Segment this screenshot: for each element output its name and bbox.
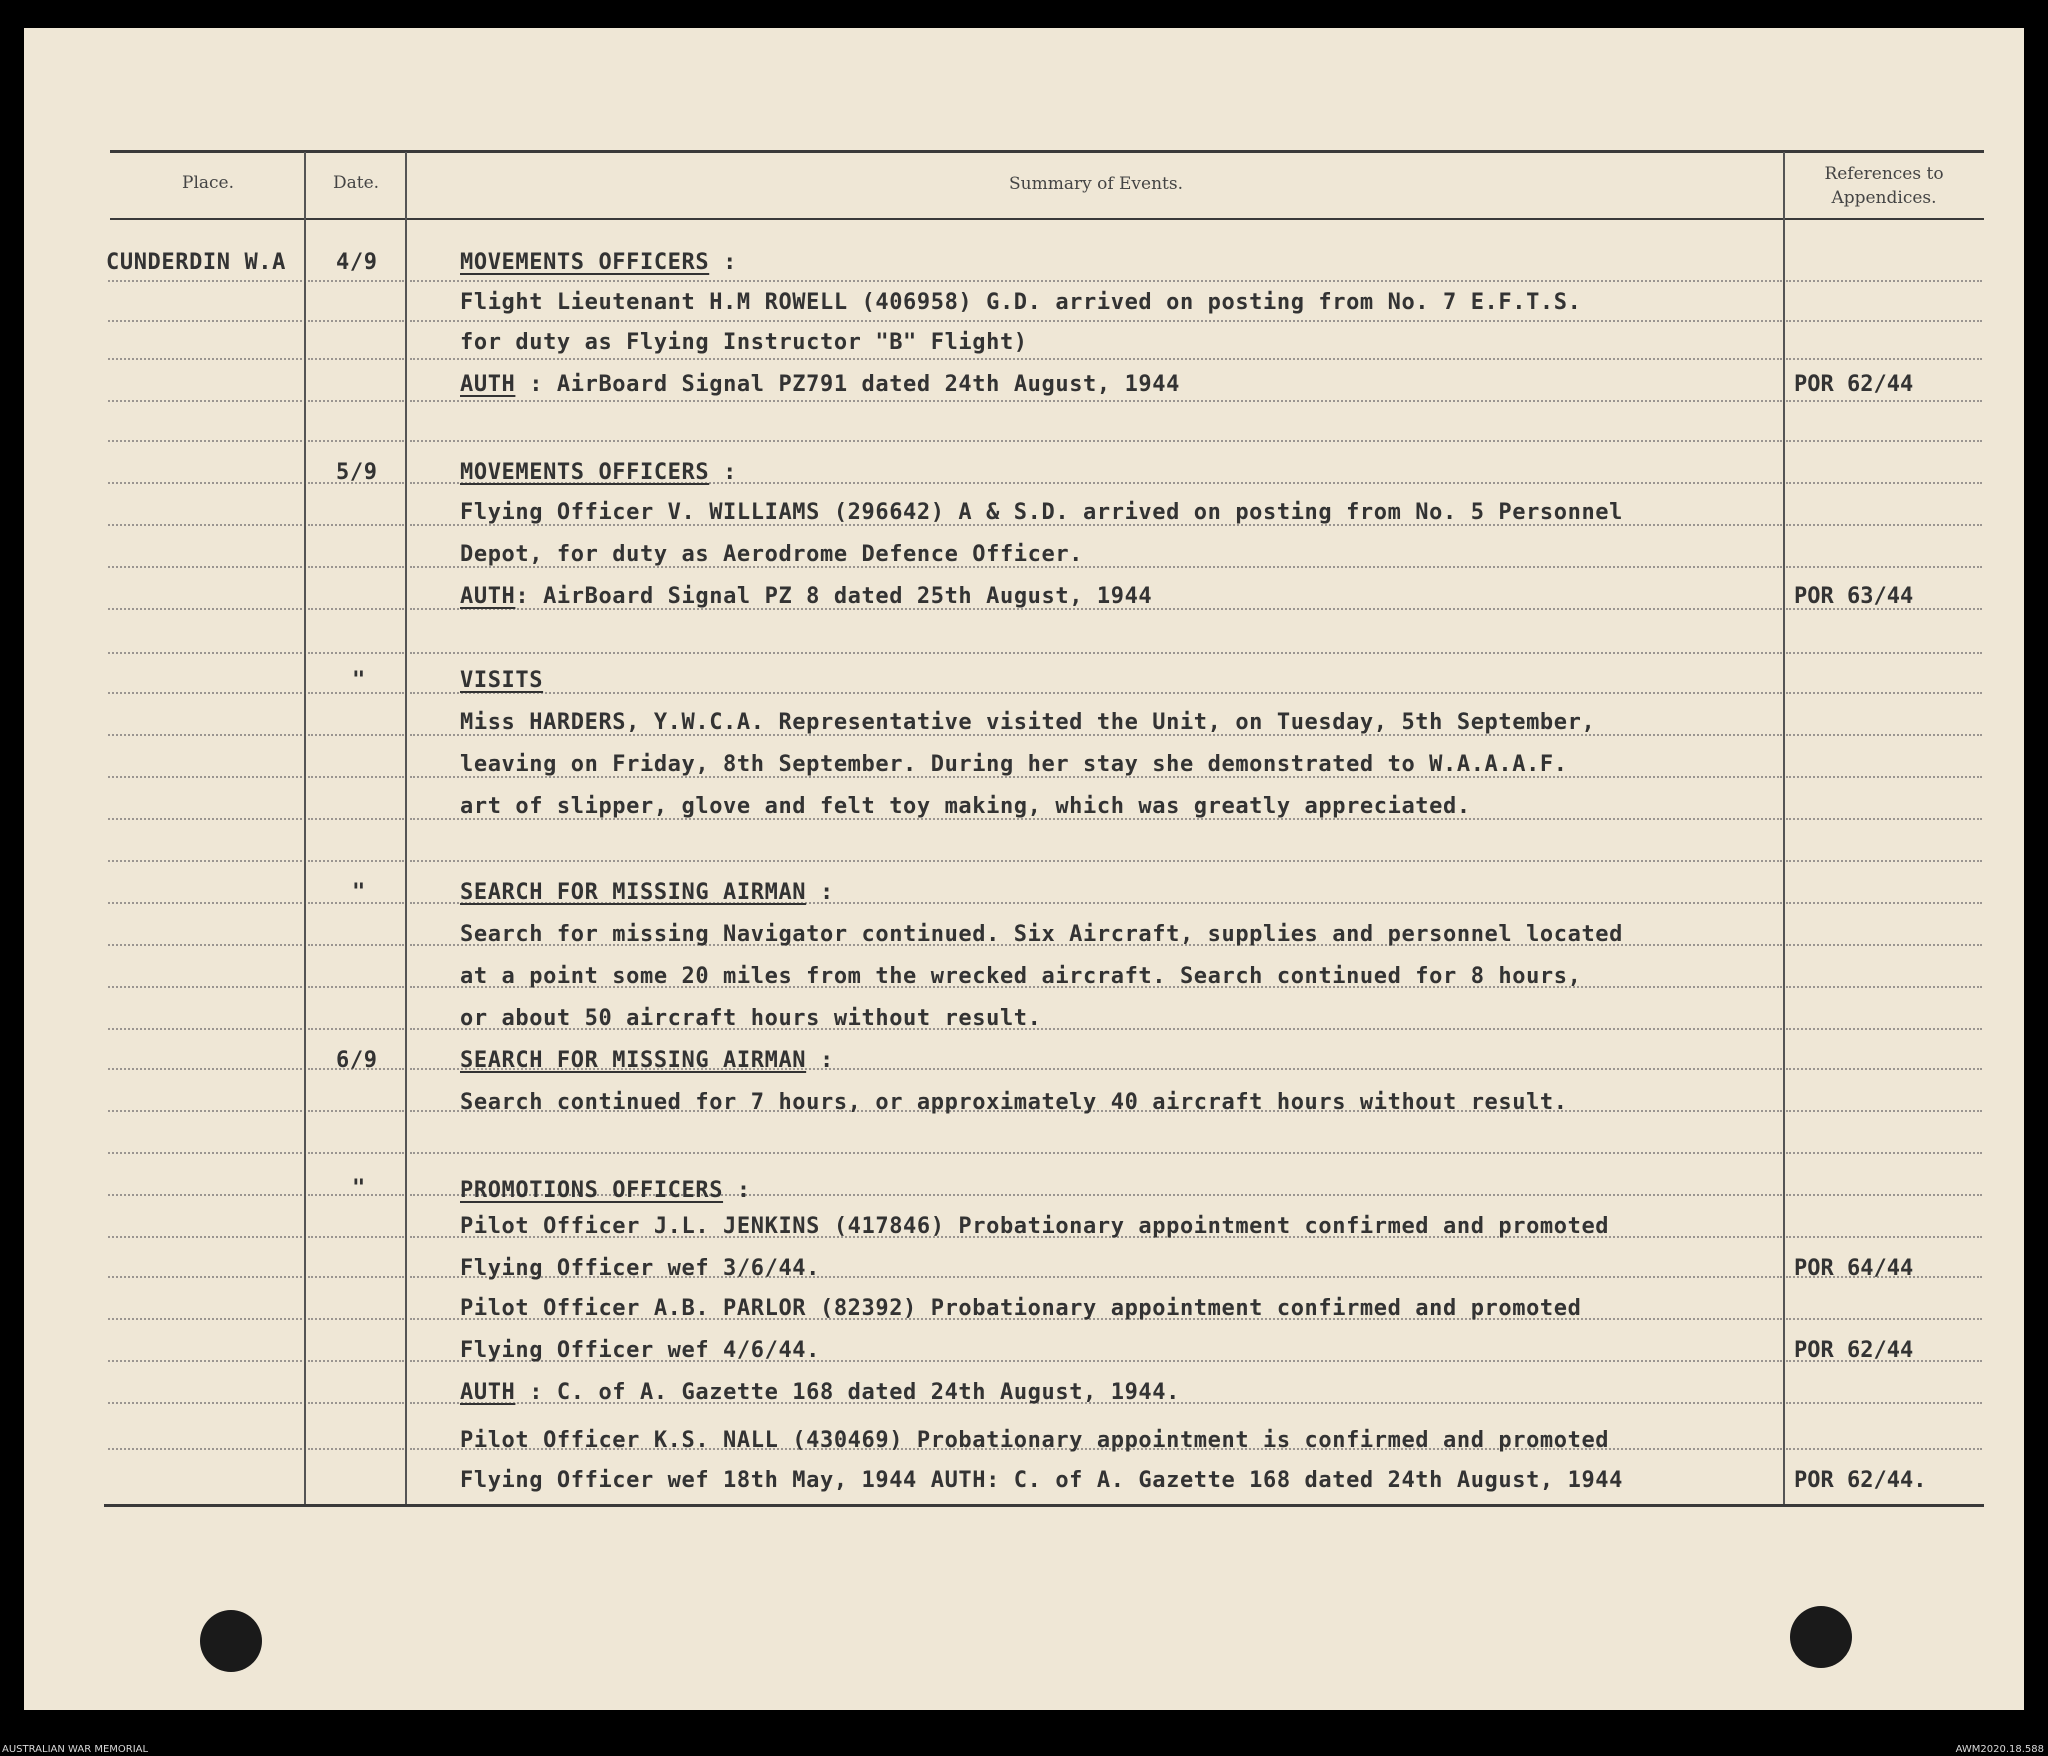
entry-date: 6/9 bbox=[336, 1048, 378, 1073]
dotted-rule bbox=[410, 652, 1782, 654]
dotted-rule bbox=[108, 1152, 302, 1154]
dotted-rule bbox=[108, 1236, 302, 1238]
dotted-rule bbox=[108, 860, 302, 862]
dotted-rule bbox=[1786, 280, 1982, 282]
dotted-rule bbox=[1786, 1402, 1982, 1404]
dotted-rule bbox=[1786, 902, 1982, 904]
footer-credit: AUSTRALIAN WAR MEMORIAL bbox=[2, 1744, 149, 1755]
dotted-rule bbox=[1786, 1236, 1982, 1238]
dotted-rule bbox=[108, 566, 302, 568]
dotted-rule bbox=[1786, 1028, 1982, 1030]
dotted-rule bbox=[108, 524, 302, 526]
entry-line: or about 50 aircraft hours without result. bbox=[460, 1006, 1042, 1031]
dotted-rule bbox=[308, 1028, 404, 1030]
dotted-rule bbox=[308, 734, 404, 736]
dotted-rule bbox=[1786, 652, 1982, 654]
dotted-rule bbox=[108, 358, 302, 360]
dotted-rule bbox=[410, 358, 1782, 360]
dotted-rule bbox=[108, 400, 302, 402]
entry-auth: AUTH : C. of A. Gazette 168 dated 24th August, 1944. bbox=[460, 1380, 1180, 1405]
entry-title: MOVEMENTS OFFICERS : bbox=[460, 250, 737, 275]
dotted-rule bbox=[308, 944, 404, 946]
dotted-rule bbox=[1786, 482, 1982, 484]
entry-date: " bbox=[352, 1176, 366, 1201]
entry-title: SEARCH FOR MISSING AIRMAN : bbox=[460, 1048, 834, 1073]
dotted-rule bbox=[308, 1448, 404, 1450]
appendix-reference: POR 62/44 bbox=[1794, 372, 1914, 397]
dotted-rule bbox=[308, 358, 404, 360]
dotted-rule bbox=[108, 1068, 302, 1070]
appendix-reference: POR 62/44 bbox=[1794, 1338, 1914, 1363]
dotted-rule bbox=[410, 440, 1782, 442]
entry-line: Pilot Officer K.S. NALL (430469) Probationary appointment is confirmed and promoted bbox=[460, 1428, 1610, 1453]
dotted-rule bbox=[1786, 1068, 1982, 1070]
dotted-rule bbox=[108, 776, 302, 778]
dotted-rule bbox=[308, 1276, 404, 1278]
header-refs-line1: References to bbox=[1824, 164, 1944, 184]
entry-line: Flying Officer wef 18th May, 1944 AUTH: C. of A. Gazette 168 dated 24th August, 1944 bbox=[460, 1468, 1623, 1493]
header-bottom-rule bbox=[110, 218, 1984, 220]
dotted-rule bbox=[410, 400, 1782, 402]
dotted-rule bbox=[108, 280, 302, 282]
dotted-rule bbox=[108, 1448, 302, 1450]
dotted-rule bbox=[308, 1360, 404, 1362]
appendix-reference: POR 64/44 bbox=[1794, 1256, 1914, 1281]
dotted-rule bbox=[108, 1402, 302, 1404]
place-cell: CUNDERDIN W.A bbox=[106, 250, 286, 275]
dotted-rule bbox=[308, 280, 404, 282]
dotted-rule bbox=[108, 320, 302, 322]
entry-auth: AUTH: AirBoard Signal PZ 8 dated 25th August, 1944 bbox=[460, 584, 1153, 609]
dotted-rule bbox=[108, 1360, 302, 1362]
entry-auth: AUTH : AirBoard Signal PZ791 dated 24th August, 1944 bbox=[460, 372, 1180, 397]
dotted-rule bbox=[1786, 358, 1982, 360]
dotted-rule bbox=[108, 652, 302, 654]
dotted-rule bbox=[410, 320, 1782, 322]
entry-line: Flying Officer V. WILLIAMS (296642) A & S.D. arrived on posting from No. 5 Personnel bbox=[460, 500, 1623, 525]
entry-line: Search continued for 7 hours, or approximately 40 aircraft hours without result. bbox=[460, 1090, 1568, 1115]
dotted-rule bbox=[1786, 566, 1982, 568]
dotted-rule bbox=[1786, 1152, 1982, 1154]
dotted-rule bbox=[1786, 1448, 1982, 1450]
dotted-rule bbox=[108, 608, 302, 610]
dotted-rule bbox=[108, 482, 302, 484]
dotted-rule bbox=[1786, 692, 1982, 694]
dotted-rule bbox=[108, 1110, 302, 1112]
header-date: Date. bbox=[332, 173, 380, 193]
entry-line: art of slipper, glove and felt toy making, which was greatly appreciated. bbox=[460, 794, 1471, 819]
dotted-rule bbox=[1786, 440, 1982, 442]
dotted-rule bbox=[308, 986, 404, 988]
dotted-rule bbox=[308, 860, 404, 862]
entry-date: " bbox=[352, 880, 366, 905]
entry-line: Pilot Officer A.B. PARLOR (82392) Probationary appointment confirmed and promoted bbox=[460, 1296, 1582, 1321]
entry-line: for duty as Flying Instructor "B" Flight) bbox=[460, 330, 1028, 355]
header-summary: Summary of Events. bbox=[1008, 174, 1184, 194]
entry-title: MOVEMENTS OFFICERS : bbox=[460, 460, 737, 485]
dotted-rule bbox=[108, 902, 302, 904]
punch-hole-right bbox=[1790, 1606, 1852, 1668]
entry-line: Flight Lieutenant H.M ROWELL (406958) G.D. arrived on posting from No. 7 E.F.T.S. bbox=[460, 290, 1582, 315]
dotted-rule bbox=[108, 692, 302, 694]
dotted-rule bbox=[108, 986, 302, 988]
entry-date: " bbox=[352, 668, 366, 693]
dotted-rule bbox=[1786, 320, 1982, 322]
dotted-rule bbox=[1786, 944, 1982, 946]
dotted-rule bbox=[308, 1110, 404, 1112]
column-divider-summary bbox=[1783, 152, 1785, 1504]
entry-line: Pilot Officer J.L. JENKINS (417846) Probationary appointment confirmed and promoted bbox=[460, 1214, 1610, 1239]
dotted-rule bbox=[308, 1318, 404, 1320]
dotted-rule bbox=[308, 1236, 404, 1238]
entry-line: Flying Officer wef 4/6/44. bbox=[460, 1338, 820, 1363]
dotted-rule bbox=[108, 734, 302, 736]
dotted-rule bbox=[308, 1402, 404, 1404]
column-divider-date bbox=[405, 152, 407, 1504]
header-refs-line2: Appendices. bbox=[1831, 188, 1937, 208]
document-page bbox=[24, 28, 2024, 1710]
table-top-rule bbox=[110, 150, 1984, 153]
dotted-rule bbox=[108, 1276, 302, 1278]
dotted-rule bbox=[108, 944, 302, 946]
dotted-rule bbox=[1786, 1194, 1982, 1196]
entry-date: 5/9 bbox=[336, 460, 378, 485]
dotted-rule bbox=[1786, 986, 1982, 988]
dotted-rule bbox=[1786, 1318, 1982, 1320]
dotted-rule bbox=[308, 524, 404, 526]
entry-title: PROMOTIONS OFFICERS : bbox=[460, 1178, 751, 1203]
dotted-rule bbox=[1786, 776, 1982, 778]
dotted-rule bbox=[308, 1152, 404, 1154]
dotted-rule bbox=[108, 1318, 302, 1320]
punch-hole-left bbox=[200, 1610, 262, 1672]
table-bottom-rule bbox=[104, 1504, 1984, 1507]
dotted-rule bbox=[410, 280, 1782, 282]
entry-line: Depot, for duty as Aerodrome Defence Officer. bbox=[460, 542, 1084, 567]
appendix-reference: POR 62/44. bbox=[1794, 1468, 1927, 1493]
entry-line: leaving on Friday, 8th September. During her stay she demonstrated to W.A.A.A.F. bbox=[460, 752, 1568, 777]
column-divider-place bbox=[304, 152, 306, 1504]
entry-line: Miss HARDERS, Y.W.C.A. Representative visited the Unit, on Tuesday, 5th September, bbox=[460, 710, 1596, 735]
dotted-rule bbox=[308, 818, 404, 820]
entry-line: Search for missing Navigator continued. Six Aircraft, supplies and personnel located bbox=[460, 922, 1623, 947]
dotted-rule bbox=[410, 692, 1782, 694]
entry-title: SEARCH FOR MISSING AIRMAN : bbox=[460, 880, 834, 905]
entry-title: VISITS bbox=[460, 668, 544, 693]
dotted-rule bbox=[308, 400, 404, 402]
dotted-rule bbox=[1786, 400, 1982, 402]
dotted-rule bbox=[308, 776, 404, 778]
entry-line: at a point some 20 miles from the wrecked aircraft. Search continued for 8 hours, bbox=[460, 964, 1582, 989]
dotted-rule bbox=[108, 1028, 302, 1030]
dotted-rule bbox=[308, 320, 404, 322]
dotted-rule bbox=[410, 860, 1782, 862]
dotted-rule bbox=[1786, 1110, 1982, 1112]
header-place: Place. bbox=[182, 173, 234, 193]
entry-date: 4/9 bbox=[336, 250, 378, 275]
dotted-rule bbox=[410, 1152, 1782, 1154]
dotted-rule bbox=[308, 440, 404, 442]
dotted-rule bbox=[1786, 818, 1982, 820]
entry-line: Flying Officer wef 3/6/44. bbox=[460, 1256, 820, 1281]
dotted-rule bbox=[308, 652, 404, 654]
dotted-rule bbox=[308, 566, 404, 568]
dotted-rule bbox=[108, 1194, 302, 1196]
dotted-rule bbox=[108, 440, 302, 442]
dotted-rule bbox=[1786, 524, 1982, 526]
footer-accession: AWM2020.18.588 bbox=[1955, 1744, 2044, 1755]
dotted-rule bbox=[1786, 860, 1982, 862]
dotted-rule bbox=[308, 608, 404, 610]
dotted-rule bbox=[108, 818, 302, 820]
appendix-reference: POR 63/44 bbox=[1794, 584, 1914, 609]
dotted-rule bbox=[1786, 734, 1982, 736]
